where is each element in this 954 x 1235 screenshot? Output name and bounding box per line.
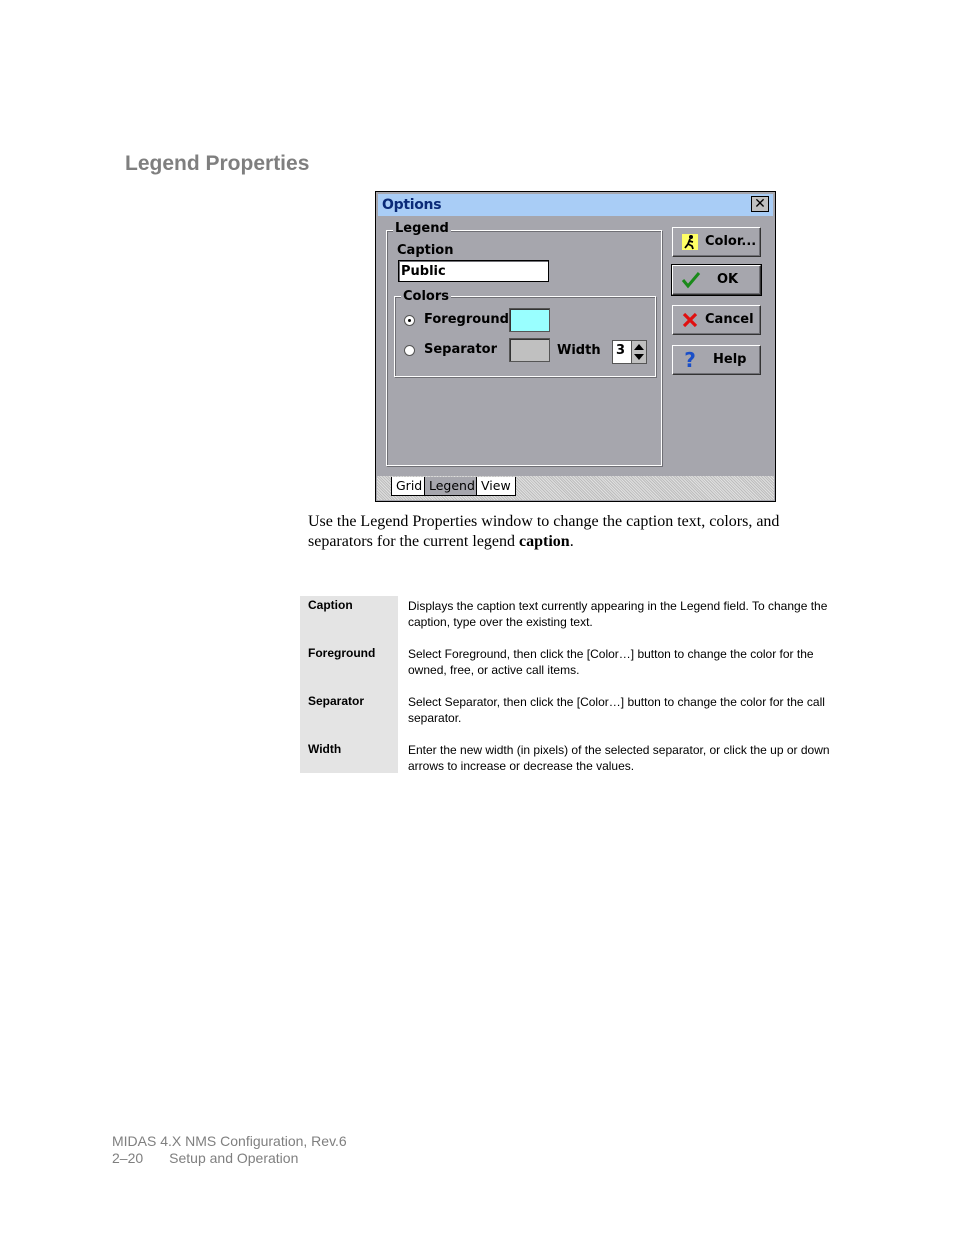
footer-section: Setup and Operation [169,1150,299,1166]
width-value: 3 [616,343,626,358]
table-row [300,740,844,773]
table-term: Foreground [308,646,376,660]
tab-strip [377,476,774,500]
cancel-button-label: Cancel [705,312,754,327]
colors-group-label: Colors [403,289,450,304]
foreground-color-swatch [509,308,550,332]
table-term-cell [300,596,398,644]
separator-label: Separator [424,342,497,357]
red-x-icon [681,311,699,329]
separator-color-swatch [509,338,550,362]
table-row [300,644,844,692]
foreground-label: Foreground [424,312,509,327]
table-term: Separator [308,694,365,708]
tab-grid[interactable]: Grid [391,477,427,496]
footer-page-number: 2–20 [112,1150,144,1166]
running-man-icon [681,233,699,251]
intro-bold: caption [519,533,570,550]
checkmark-icon [681,271,699,289]
options-dialog [375,191,776,502]
footer-doc-title: MIDAS 4.X NMS Configuration, Rev.6 [112,1133,347,1149]
caption-input[interactable] [398,260,549,282]
table-row [300,692,844,740]
color-button[interactable] [672,227,761,257]
ok-button-label: OK [717,272,739,287]
table-definition: Select Separator, then click the [Color…] button to change the color for the call separator. [408,695,825,725]
cancel-button[interactable] [672,305,761,335]
page-footer [112,1133,347,1167]
section-title: Legend Properties [125,152,310,175]
table-definition: Displays the caption text currently appearing in the Legend field. To change the caption, type over the existing text. [408,599,828,629]
caption-label: Caption [397,243,454,258]
arrow-down-icon[interactable] [634,354,644,360]
arrow-up-icon[interactable] [634,344,644,350]
table-term-cell [300,692,398,740]
width-stepper-arrows[interactable] [631,341,646,363]
help-button-label: Help [713,352,747,367]
intro-paragraph [308,512,828,552]
table-definition: Enter the new width (in pixels) of the selected separator, or click the up or down arrows to increase or decrease the values. [408,743,830,773]
table-term: Width [308,742,342,756]
table-term-cell [300,740,398,773]
separator-radio[interactable] [404,345,415,356]
help-button[interactable] [672,345,761,375]
description-table [300,596,844,773]
intro-text: Use the Legend Properties window to change the caption text, colors, and separators for the current legend [308,513,780,550]
table-term: Caption [308,598,353,612]
width-stepper[interactable] [612,340,647,364]
ok-button[interactable] [672,265,761,295]
close-button[interactable] [751,196,769,212]
tab-legend[interactable]: Legend [424,477,480,496]
question-mark-icon: ? [684,348,696,372]
table-definition: Select Foreground, then click the [Color…] button to change the color for the owned, free, or active call items. [408,647,814,677]
color-button-label: Color... [705,234,757,249]
intro-end: . [569,533,574,550]
foreground-radio[interactable] [404,315,415,326]
table-term-cell [300,644,398,692]
tab-view[interactable]: View [476,477,516,496]
width-label: Width [557,343,601,358]
table-row [300,596,844,644]
dialog-title: Options [382,197,442,213]
legend-group-label: Legend [395,221,449,236]
dialog-titlebar [378,194,773,216]
close-icon: ✕ [754,196,766,212]
